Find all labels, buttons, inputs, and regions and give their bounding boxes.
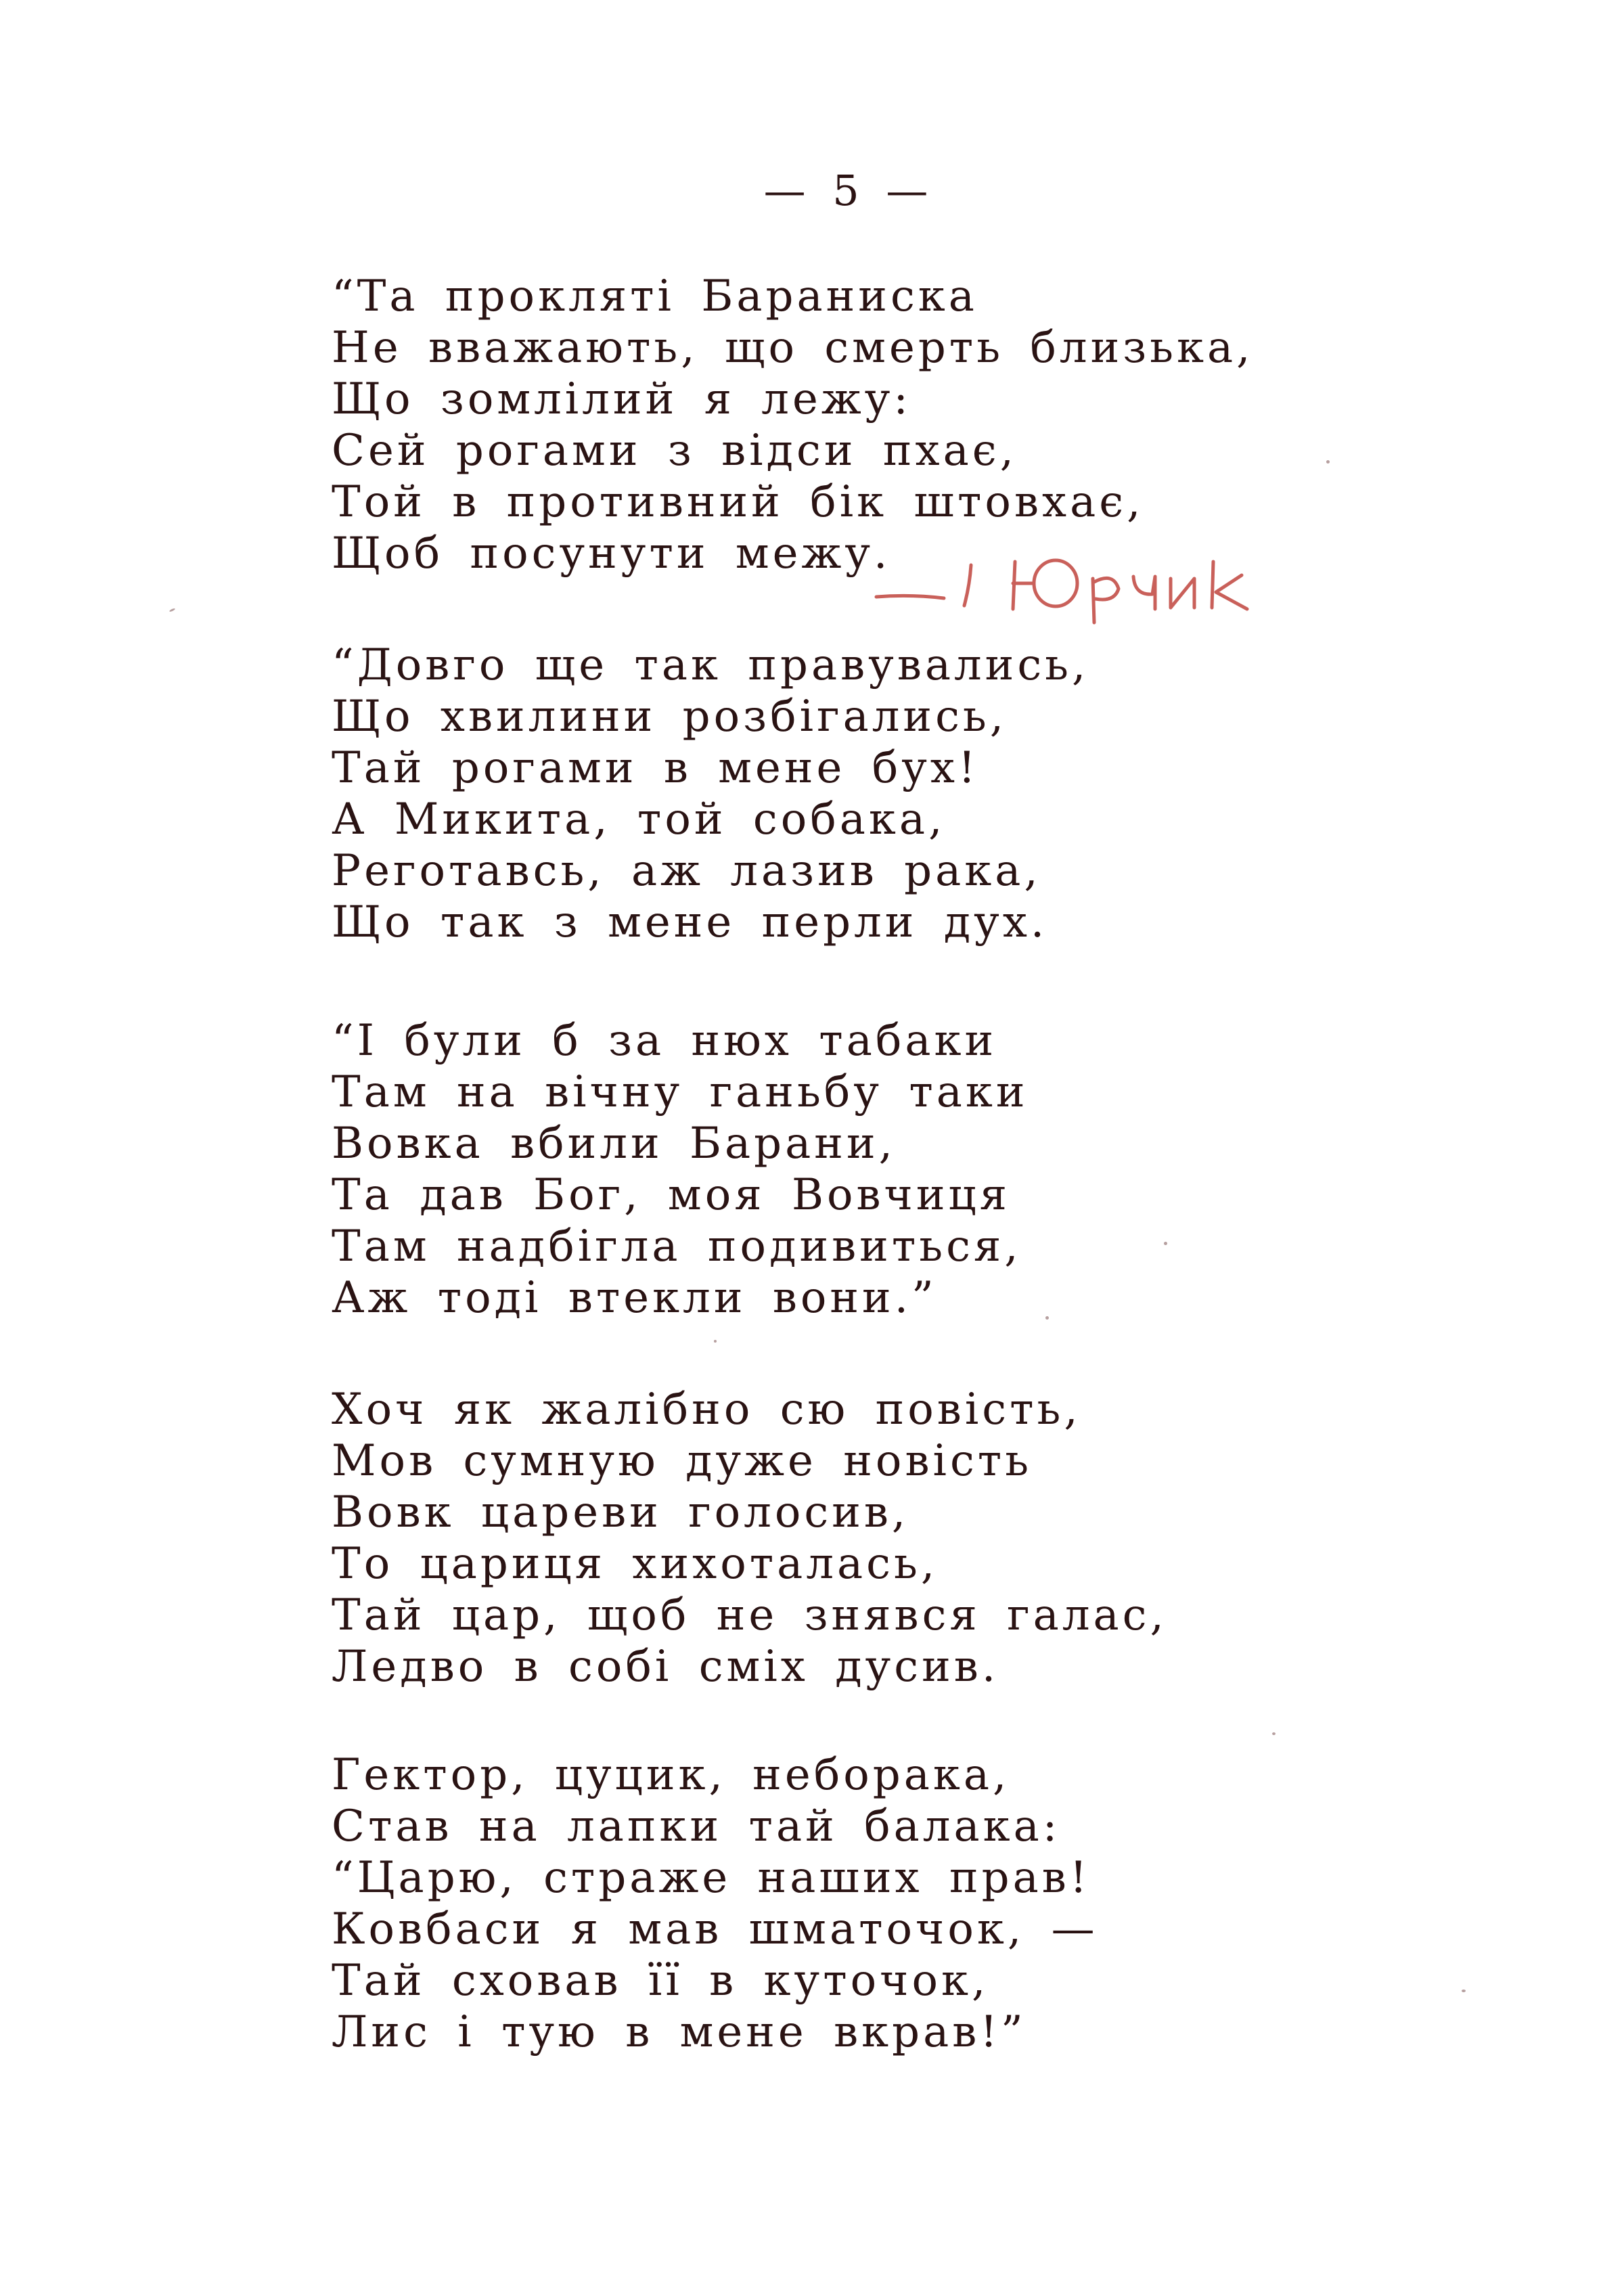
- print-speck: [1164, 1242, 1167, 1245]
- verse-line: Гектор, цуцик, неборака,: [332, 1750, 1010, 1800]
- verse-line: Тай рогами в мене бух!: [332, 743, 979, 793]
- verse-line: Ковбаси я мав шматочок, —: [332, 1904, 1098, 1954]
- verse-line: То цариця хихоталась,: [332, 1539, 939, 1589]
- print-speck: [714, 1340, 717, 1343]
- print-speck: [1326, 460, 1330, 464]
- verse-line: “Довго ще так правувались,: [332, 640, 1089, 690]
- verse-line: Лис і тую в мене вкрав!”: [332, 2007, 1027, 2057]
- print-speck: [169, 608, 175, 612]
- print-speck: [1045, 1316, 1049, 1320]
- verse-line: Не вважають, що смерть близька,: [332, 323, 1254, 373]
- verse-line: Тай цар, щоб не знявся галас,: [332, 1590, 1167, 1640]
- verse-line: А Микита, той собака,: [332, 794, 946, 845]
- verse-line: Що так з мене перли дух.: [332, 897, 1048, 947]
- verse-line: Щоб посунути межу.: [332, 529, 891, 579]
- verse-line: Тай сховав її в куточок,: [332, 1956, 989, 2006]
- verse-line: Вовк цареви голосив,: [332, 1487, 909, 1537]
- print-speck: [1272, 1732, 1276, 1735]
- verse-line: Реготавсь, аж лазив рака,: [332, 846, 1041, 896]
- verse-line: Що хвилини розбігались,: [332, 692, 1008, 742]
- print-speck: [1462, 1990, 1466, 1992]
- verse-line: Ледво в собі сміх дусив.: [332, 1642, 999, 1692]
- verse-line: Аж тоді втекли вони.”: [332, 1273, 937, 1323]
- verse-line: “Царю, страже наших прав!: [332, 1853, 1091, 1903]
- stanza-5: [332, 1749, 1347, 2058]
- verse-line: Вовка вбили Барани,: [332, 1119, 896, 1169]
- stanza-2: [332, 639, 1347, 948]
- verse-line: Та дав Бог, моя Вовчиця: [332, 1170, 1011, 1220]
- stanza-4: [332, 1384, 1347, 1692]
- verse-line: Там на вічну ганьбу таки: [332, 1067, 1029, 1117]
- verse-line: Що зомлілий я лежу:: [332, 374, 911, 424]
- verse-line: Став на лапки тай балака:: [332, 1801, 1061, 1851]
- verse-line: Там надбігла подивиться,: [332, 1221, 1022, 1272]
- verse-line: Сей рогами з відси пхає,: [332, 426, 1017, 476]
- page-number: — 5 —: [763, 166, 935, 215]
- verse-line: “Та прокляті Бараниска: [332, 271, 978, 321]
- verse-line: Той в противний бік штовхає,: [332, 477, 1144, 527]
- stanza-1: [332, 271, 1347, 579]
- stanza-3: [332, 1015, 1347, 1324]
- handwritten-signature: [863, 541, 1296, 629]
- verse-line: “І були б за нюх табаки: [332, 1016, 997, 1066]
- verse-line: Хоч як жалібно сю повість,: [332, 1385, 1081, 1435]
- verse-line: Мов сумную дуже новість: [332, 1436, 1033, 1486]
